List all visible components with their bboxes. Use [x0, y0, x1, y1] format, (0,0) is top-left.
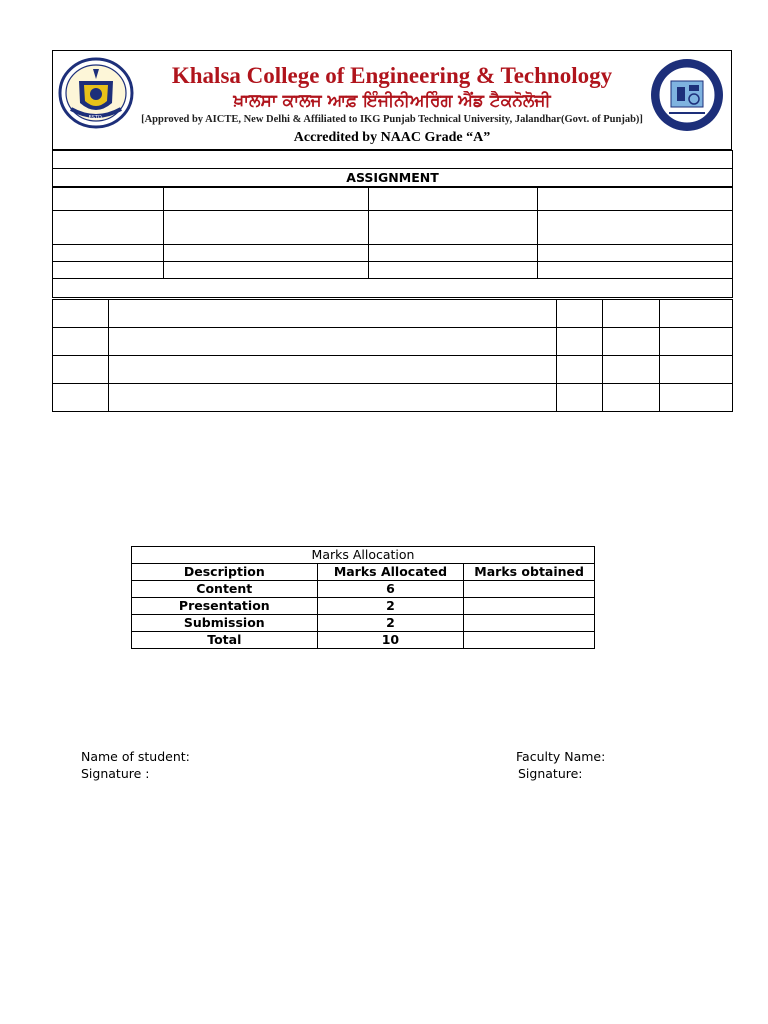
- row-obtained-input[interactable]: [464, 598, 595, 615]
- student-signature-label: Signature :: [81, 766, 150, 781]
- field-cell[interactable]: [53, 211, 164, 245]
- form-heading-cell: [53, 169, 733, 188]
- row-description: Presentation: [132, 598, 318, 615]
- question-meta-cell[interactable]: [660, 384, 733, 412]
- question-meta-cell[interactable]: [603, 328, 660, 356]
- assignment-form-table: [52, 150, 733, 188]
- question-meta-cell[interactable]: [660, 300, 733, 328]
- row-obtained-input[interactable]: [464, 632, 595, 649]
- question-meta-cell[interactable]: [557, 328, 603, 356]
- row-allocated: 2: [317, 615, 464, 632]
- field-cell[interactable]: [368, 211, 538, 245]
- faculty-signature-label: Signature:: [518, 766, 583, 781]
- table-row: [132, 632, 595, 649]
- faculty-block: [516, 748, 605, 782]
- info-fields-table: [52, 186, 733, 298]
- question-meta-cell[interactable]: [660, 328, 733, 356]
- question-number-cell[interactable]: [53, 300, 109, 328]
- table-row: [132, 615, 595, 632]
- question-text-cell[interactable]: [108, 356, 556, 384]
- field-cell[interactable]: [368, 187, 538, 211]
- table-row: [132, 581, 595, 598]
- question-meta-cell[interactable]: [557, 300, 603, 328]
- table-row: [132, 598, 595, 615]
- college-header: [52, 50, 732, 150]
- field-cell[interactable]: [163, 245, 368, 262]
- student-block: [81, 748, 190, 782]
- college-name-punjabi: ਖ਼ਾਲਸਾ ਕਾਲਜ ਆਫ਼ ਇੰਜੀਨੀਅਰਿੰਗ ਐਂਡ ਟੈਕਨੋਲੋਜੀ: [233, 91, 551, 111]
- column-header-description: Description: [132, 564, 318, 581]
- field-cell[interactable]: [368, 262, 538, 279]
- question-meta-cell[interactable]: [557, 384, 603, 412]
- svg-text:ESTD.: ESTD.: [88, 115, 104, 121]
- college-name: Khalsa College of Engineering & Technology: [171, 63, 613, 88]
- question-meta-cell[interactable]: [660, 356, 733, 384]
- row-allocated: 10: [317, 632, 464, 649]
- accreditation-note: Accredited by NAAC Grade “A”: [293, 130, 491, 145]
- college-crest-logo: [57, 57, 135, 129]
- faculty-name-label: Faculty Name:: [516, 749, 606, 764]
- field-cell[interactable]: [538, 262, 733, 279]
- question-text-cell[interactable]: [108, 328, 556, 356]
- row-description: Total: [132, 632, 318, 649]
- row-description: Submission: [132, 615, 318, 632]
- row-obtained-input[interactable]: [464, 615, 595, 632]
- field-cell[interactable]: [53, 262, 164, 279]
- field-cell[interactable]: [163, 187, 368, 211]
- engineering-seal-logo: [647, 57, 727, 133]
- field-cell[interactable]: [538, 211, 733, 245]
- field-cell[interactable]: [538, 245, 733, 262]
- blank-row: [53, 151, 733, 169]
- row-allocated: 6: [317, 581, 464, 598]
- question-meta-cell[interactable]: [557, 356, 603, 384]
- field-cell[interactable]: [163, 262, 368, 279]
- question-meta-cell[interactable]: [603, 300, 660, 328]
- field-cell[interactable]: [368, 245, 538, 262]
- row-description: Content: [132, 581, 318, 598]
- field-cell[interactable]: [53, 187, 164, 211]
- column-header-obtained: Marks obtained: [464, 564, 595, 581]
- question-number-cell[interactable]: [53, 356, 109, 384]
- marks-table-caption: Marks Allocation: [132, 547, 595, 564]
- marks-allocation-table: [131, 546, 595, 649]
- question-meta-cell[interactable]: [603, 384, 660, 412]
- question-text-cell[interactable]: [108, 384, 556, 412]
- question-meta-cell[interactable]: [603, 356, 660, 384]
- student-name-label: Name of student:: [81, 749, 190, 764]
- approval-note: [Approved by AICTE, New Delhi & Affiliated to IKG Punjab Technical University, Jalandhar(Govt. of Punjab)]: [141, 114, 643, 125]
- blank-row: [53, 279, 733, 298]
- field-cell[interactable]: [538, 187, 733, 211]
- form-heading: ASSIGNMENT: [346, 170, 439, 185]
- row-allocated: 2: [317, 598, 464, 615]
- row-obtained-input[interactable]: [464, 581, 595, 598]
- question-text-cell[interactable]: [108, 300, 556, 328]
- field-cell[interactable]: [53, 245, 164, 262]
- column-header-allocated: Marks Allocated: [317, 564, 464, 581]
- question-number-cell[interactable]: [53, 384, 109, 412]
- field-cell[interactable]: [163, 211, 368, 245]
- questions-table: [52, 299, 733, 412]
- question-number-cell[interactable]: [53, 328, 109, 356]
